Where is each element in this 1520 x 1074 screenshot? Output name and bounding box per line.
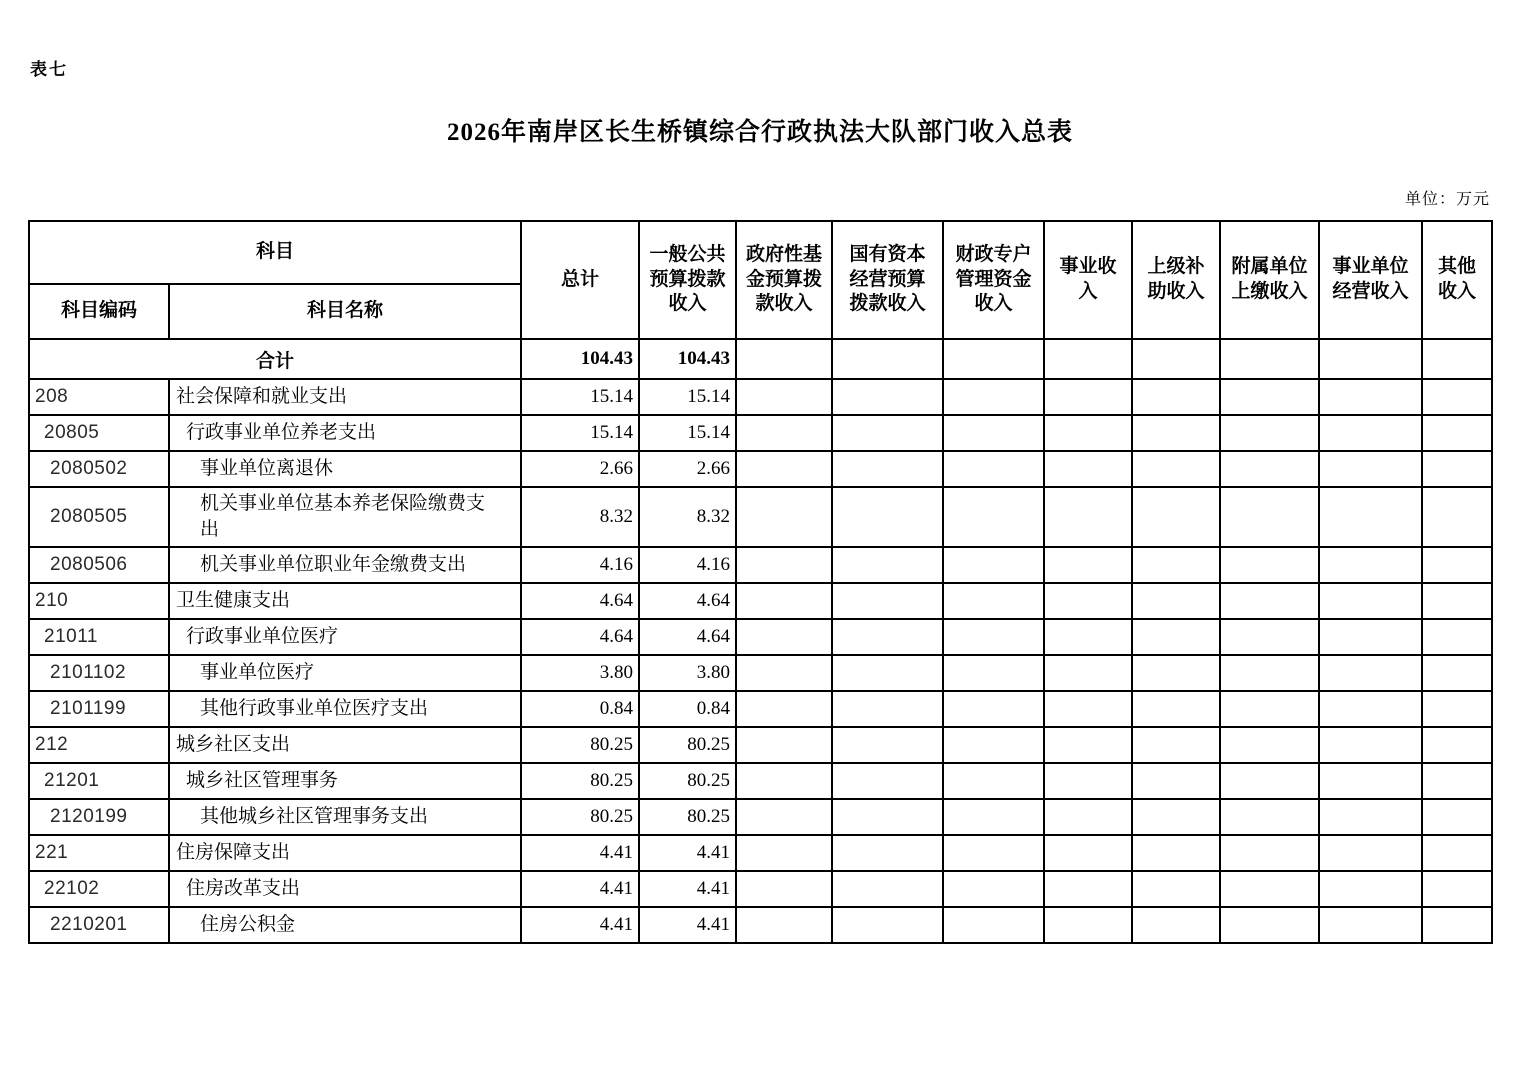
table-row (29, 871, 1492, 907)
value-cell (943, 907, 1044, 943)
total-value-cell (1422, 339, 1492, 379)
value-cell (1044, 655, 1132, 691)
value-cell (943, 379, 1044, 415)
value-cell (736, 583, 832, 619)
subject-name-cell: 城乡社区支出 (169, 727, 521, 763)
table-row (29, 907, 1492, 943)
value-cell (1044, 691, 1132, 727)
total-value-cell (1220, 339, 1319, 379)
value-cell (1422, 619, 1492, 655)
value-cell (943, 415, 1044, 451)
value-cell (1132, 619, 1220, 655)
value-cell (1319, 727, 1422, 763)
value-cell (1044, 487, 1132, 547)
table-number-label: 表七 (30, 60, 68, 79)
value-cell (1319, 619, 1422, 655)
value-cell (1422, 487, 1492, 547)
page-title: 2026年南岸区长生桥镇综合行政执法大队部门收入总表 (446, 119, 1073, 146)
header-col-business-operating-income: 事业单位经营收入 (1319, 221, 1422, 339)
value-cell (943, 691, 1044, 727)
subject-code-cell: 2080502 (29, 451, 169, 487)
value-cell (1319, 415, 1422, 451)
value-cell (1220, 487, 1319, 547)
table-row (29, 379, 1492, 415)
value-cell (1422, 379, 1492, 415)
value-cell (1422, 907, 1492, 943)
value-cell: 2.66 (521, 451, 639, 487)
value-cell (736, 655, 832, 691)
subject-code-cell: 2101199 (29, 691, 169, 727)
value-cell (943, 487, 1044, 547)
value-cell (1220, 379, 1319, 415)
table-row (29, 763, 1492, 799)
value-cell (1132, 547, 1220, 583)
value-cell (943, 799, 1044, 835)
subject-name-cell: 其他行政事业单位医疗支出 (169, 691, 521, 727)
table-row (29, 583, 1492, 619)
subject-name-cell: 事业单位离退休 (169, 451, 521, 487)
value-cell (1319, 799, 1422, 835)
value-cell (1132, 871, 1220, 907)
value-cell (1132, 451, 1220, 487)
subject-code-cell: 2080505 (29, 487, 169, 547)
value-cell: 80.25 (639, 799, 736, 835)
value-cell: 15.14 (521, 379, 639, 415)
value-cell (736, 487, 832, 547)
total-value-cell (1044, 339, 1132, 379)
subject-name-cell: 住房改革支出 (169, 871, 521, 907)
value-cell: 4.64 (639, 619, 736, 655)
value-cell: 80.25 (521, 727, 639, 763)
subject-name-cell: 其他城乡社区管理事务支出 (169, 799, 521, 835)
subject-name-cell: 城乡社区管理事务 (169, 763, 521, 799)
subject-code-cell: 20805 (29, 415, 169, 451)
total-value-cell (736, 339, 832, 379)
header-col-general-public-budget: 一般公共预算拨款收入 (639, 221, 736, 339)
value-cell: 80.25 (639, 763, 736, 799)
value-cell (1319, 583, 1422, 619)
value-cell (1319, 547, 1422, 583)
value-cell: 80.25 (521, 763, 639, 799)
value-cell: 15.14 (639, 415, 736, 451)
value-cell: 4.64 (521, 583, 639, 619)
header-col-business-income: 事业收入 (1044, 221, 1132, 339)
value-cell (1132, 727, 1220, 763)
subject-code-cell: 221 (29, 835, 169, 871)
table-row (29, 727, 1492, 763)
total-value-cell: 104.43 (639, 339, 736, 379)
value-cell (1422, 871, 1492, 907)
value-cell: 8.32 (639, 487, 736, 547)
total-value-cell (1132, 339, 1220, 379)
header-subject-name: 科目名称 (169, 284, 521, 339)
value-cell (832, 835, 943, 871)
value-cell: 4.41 (521, 835, 639, 871)
total-value-cell: 104.43 (521, 339, 639, 379)
value-cell: 4.41 (639, 907, 736, 943)
table-row (29, 799, 1492, 835)
subject-name-cell: 机关事业单位职业年金缴费支出 (169, 547, 521, 583)
subject-name-cell: 事业单位医疗 (169, 655, 521, 691)
value-cell: 4.16 (639, 547, 736, 583)
value-cell (1422, 763, 1492, 799)
value-cell: 4.41 (639, 835, 736, 871)
value-cell (1319, 835, 1422, 871)
value-cell (1319, 871, 1422, 907)
value-cell (832, 451, 943, 487)
table-row (29, 487, 1492, 547)
value-cell (1422, 415, 1492, 451)
table-row (29, 619, 1492, 655)
total-label-cell: 合计 (29, 339, 521, 379)
value-cell (1319, 487, 1422, 547)
value-cell (1044, 451, 1132, 487)
value-cell (943, 871, 1044, 907)
value-cell: 80.25 (521, 799, 639, 835)
value-cell (736, 451, 832, 487)
value-cell (943, 763, 1044, 799)
value-cell (1132, 799, 1220, 835)
value-cell (736, 835, 832, 871)
subject-name-cell: 住房公积金 (169, 907, 521, 943)
header-subject-code: 科目编码 (29, 284, 169, 339)
header-col-fiscal-special-account: 财政专户管理资金收入 (943, 221, 1044, 339)
income-summary-table (28, 220, 1493, 944)
value-cell: 4.41 (521, 907, 639, 943)
value-cell (736, 547, 832, 583)
total-row-section (29, 339, 1492, 379)
value-cell (1319, 907, 1422, 943)
table-row (29, 835, 1492, 871)
value-cell (1044, 835, 1132, 871)
value-cell (1220, 871, 1319, 907)
value-cell (832, 619, 943, 655)
subject-name-cell: 社会保障和就业支出 (169, 379, 521, 415)
value-cell (1220, 691, 1319, 727)
subject-code-cell: 22102 (29, 871, 169, 907)
total-value-cell (1319, 339, 1422, 379)
header-col-total: 总计 (521, 221, 639, 339)
value-cell (1132, 415, 1220, 451)
value-cell (832, 691, 943, 727)
value-cell (1220, 415, 1319, 451)
header-col-superior-subsidy: 上级补助收入 (1132, 221, 1220, 339)
subject-code-cell: 2210201 (29, 907, 169, 943)
value-cell: 15.14 (639, 379, 736, 415)
subject-code-cell: 21201 (29, 763, 169, 799)
value-cell (736, 799, 832, 835)
value-cell (832, 763, 943, 799)
value-cell (1319, 451, 1422, 487)
value-cell (832, 799, 943, 835)
value-cell (1422, 451, 1492, 487)
value-cell (1422, 547, 1492, 583)
value-cell (832, 871, 943, 907)
value-cell (1319, 763, 1422, 799)
value-cell (1422, 727, 1492, 763)
value-cell (832, 415, 943, 451)
value-cell (832, 547, 943, 583)
value-cell (1220, 727, 1319, 763)
header-col-state-capital-budget: 国有资本经营预算拨款收入 (832, 221, 943, 339)
value-cell (943, 451, 1044, 487)
value-cell (1132, 583, 1220, 619)
value-cell (1319, 379, 1422, 415)
value-cell (1319, 691, 1422, 727)
header-col-other-income: 其他收入 (1422, 221, 1492, 339)
total-value-cell (832, 339, 943, 379)
value-cell (832, 907, 943, 943)
value-cell: 4.64 (521, 619, 639, 655)
table-row (29, 415, 1492, 451)
value-cell (1422, 691, 1492, 727)
value-cell (1422, 583, 1492, 619)
value-cell (1044, 547, 1132, 583)
value-cell (736, 619, 832, 655)
value-cell: 4.41 (521, 871, 639, 907)
subject-name-cell: 行政事业单位养老支出 (169, 415, 521, 451)
table-header (29, 221, 1492, 339)
value-cell: 2.66 (639, 451, 736, 487)
value-cell (1220, 799, 1319, 835)
subject-code-cell: 210 (29, 583, 169, 619)
summary-total-row (29, 339, 1492, 379)
value-cell (1422, 799, 1492, 835)
table-row (29, 451, 1492, 487)
table-row (29, 655, 1492, 691)
header-col-affiliated-unit-remittance: 附属单位上缴收入 (1220, 221, 1319, 339)
subject-code-cell: 2080506 (29, 547, 169, 583)
subject-name-cell: 机关事业单位基本养老保险缴费支出 (169, 487, 521, 547)
value-cell (1044, 619, 1132, 655)
value-cell (1132, 655, 1220, 691)
value-cell (1044, 763, 1132, 799)
value-cell (943, 583, 1044, 619)
value-cell (832, 727, 943, 763)
value-cell (736, 379, 832, 415)
value-cell (1220, 763, 1319, 799)
header-col-govt-fund-budget: 政府性基金预算拨款收入 (736, 221, 832, 339)
value-cell: 4.16 (521, 547, 639, 583)
value-cell (1220, 619, 1319, 655)
value-cell (1220, 907, 1319, 943)
value-cell (1220, 835, 1319, 871)
subject-name-cell: 行政事业单位医疗 (169, 619, 521, 655)
value-cell (832, 379, 943, 415)
value-cell (943, 655, 1044, 691)
value-cell (736, 727, 832, 763)
value-cell (1220, 451, 1319, 487)
value-cell (1132, 835, 1220, 871)
value-cell (832, 655, 943, 691)
table-body (29, 379, 1492, 943)
value-cell (736, 691, 832, 727)
value-cell (736, 415, 832, 451)
subject-code-cell: 2101102 (29, 655, 169, 691)
value-cell (1044, 583, 1132, 619)
value-cell: 8.32 (521, 487, 639, 547)
value-cell: 15.14 (521, 415, 639, 451)
value-cell (1220, 655, 1319, 691)
subject-code-cell: 21011 (29, 619, 169, 655)
value-cell (943, 835, 1044, 871)
total-value-cell (943, 339, 1044, 379)
value-cell (1422, 655, 1492, 691)
value-cell (1422, 835, 1492, 871)
table-row (29, 547, 1492, 583)
value-cell (1044, 871, 1132, 907)
value-cell (1044, 379, 1132, 415)
subject-code-cell: 212 (29, 727, 169, 763)
value-cell (736, 871, 832, 907)
value-cell (1220, 583, 1319, 619)
value-cell (1132, 379, 1220, 415)
value-cell (736, 907, 832, 943)
subject-code-cell: 208 (29, 379, 169, 415)
unit-label: 单位：万元 (1404, 191, 1490, 208)
value-cell (1044, 415, 1132, 451)
value-cell (1132, 907, 1220, 943)
subject-code-cell: 2120199 (29, 799, 169, 835)
value-cell (736, 763, 832, 799)
value-cell (943, 727, 1044, 763)
value-cell: 80.25 (639, 727, 736, 763)
value-cell: 3.80 (521, 655, 639, 691)
value-cell (1132, 763, 1220, 799)
value-cell (1044, 727, 1132, 763)
value-cell (1044, 799, 1132, 835)
value-cell (1044, 907, 1132, 943)
subject-name-cell: 住房保障支出 (169, 835, 521, 871)
header-row-top (29, 221, 1492, 284)
value-cell: 0.84 (639, 691, 736, 727)
subject-name-cell: 卫生健康支出 (169, 583, 521, 619)
value-cell (1132, 691, 1220, 727)
header-subject-group: 科目 (29, 221, 521, 284)
value-cell: 4.41 (639, 871, 736, 907)
value-cell (1220, 547, 1319, 583)
value-cell: 4.64 (639, 583, 736, 619)
value-cell: 3.80 (639, 655, 736, 691)
value-cell (1319, 655, 1422, 691)
value-cell (1132, 487, 1220, 547)
value-cell: 0.84 (521, 691, 639, 727)
table-row (29, 691, 1492, 727)
value-cell (832, 583, 943, 619)
value-cell (943, 547, 1044, 583)
value-cell (832, 487, 943, 547)
value-cell (943, 619, 1044, 655)
